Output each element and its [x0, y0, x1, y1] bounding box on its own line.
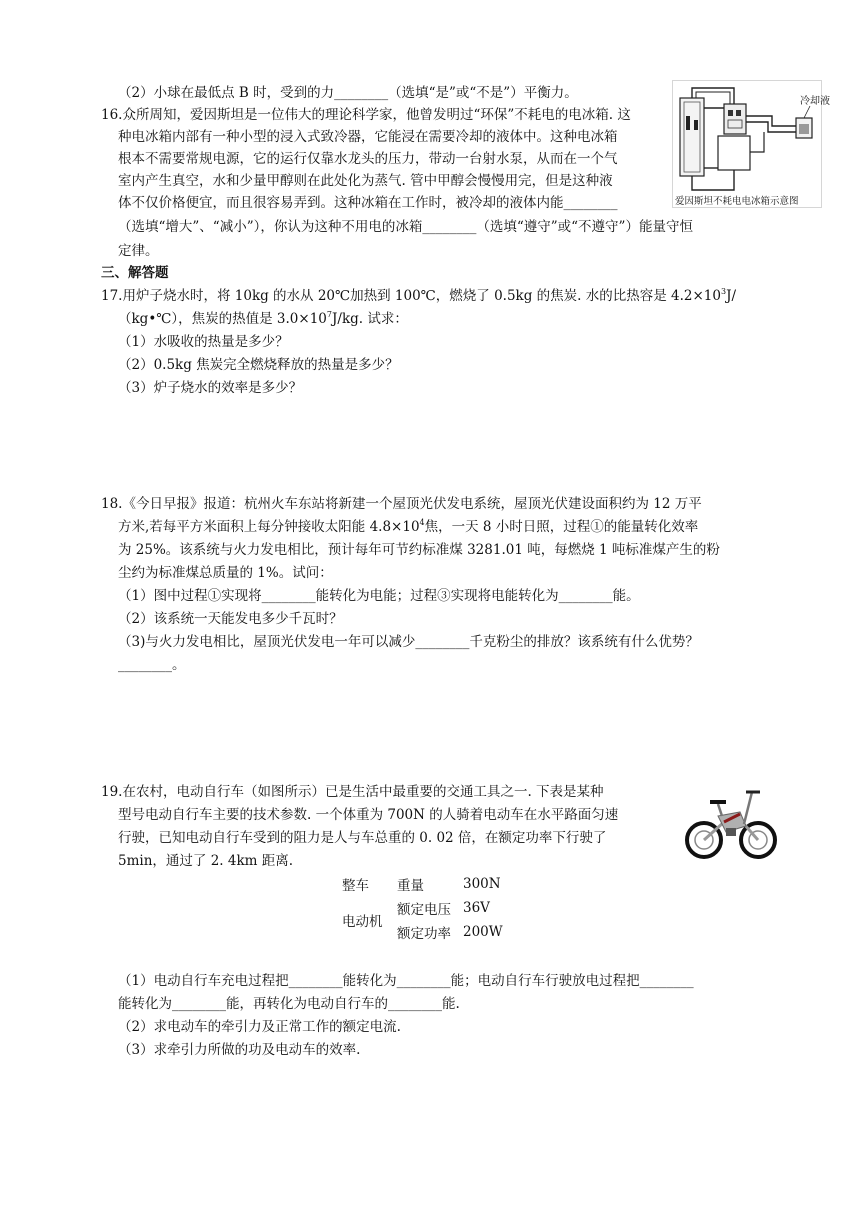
q18-line-8: ________。: [118, 657, 186, 673]
q18-line-7: （3)与火力发电相比，屋顶光伏发电一年可以减少________千克粉尘的排放？该系统有什么优势？: [118, 634, 699, 650]
table-cell: 电动机: [342, 914, 383, 930]
table-cell: 36V: [463, 900, 490, 916]
electric-bike-icon: [682, 782, 778, 862]
table-row: [342, 896, 515, 920]
q19-line-2: 型号电动自行车主要的技术参数. 一个体重为 700N 的人骑着电动车在水平路面匀速: [118, 807, 619, 823]
q18-line-1: 18.《今日早报》报道：杭州火车东站将新建一个屋顶光伏发电系统，屋顶光伏建设面积约为 12 万平: [101, 496, 702, 512]
q17-line-1: 17.用炉子烧水时，将 10kg 的水从 20℃加热到 100℃，燃烧了 0.5kg 的焦炭. 水的比热容是 $4.2\times 10^3J/$: [101, 287, 737, 304]
q18-line-6: （2）该系统一天能发电多少千瓦时？: [118, 611, 343, 627]
table-cell: 300N: [463, 876, 501, 892]
q19-line-4: 5min，通过了 2. 4km 距离.: [118, 853, 294, 869]
table-cell: 额定电压: [397, 902, 451, 918]
q18-line-4: 尘约为标准煤总质量的 1%。试问：: [118, 565, 333, 581]
q15-part2: （2）小球在最低点 B 时，受到的力________（选填“是”或“不是”）平衡力。: [118, 85, 578, 101]
q16-line-5: 体不仅价格便宜，而且很容易弄到。这种冰箱在工作时，被冷却的液体内能________: [118, 195, 618, 211]
q16-line-4: 室内产生真空，水和少量甲醇则在此处化为蒸气. 管中甲醇会慢慢用完，但是这种液: [118, 173, 613, 189]
table-row: [342, 872, 515, 896]
q19-line-7: （2）求电动车的牵引力及正常工作的额定电流.: [118, 1019, 401, 1035]
q16-line-2: 种电冰箱内部有一种小型的浸入式致冷器，它能浸在需要冷却的液体中。这种电冰箱: [118, 129, 618, 145]
electric-bike-image: [682, 782, 778, 862]
table-cell: 重量: [397, 878, 424, 894]
q18-line-3: 为 25%。该系统与火力发电相比，预计每年可节约标准煤 3281.01 吨，每燃烧 1 吨标准煤产生的粉: [118, 542, 720, 558]
q18-line-2: 方米,若每平方米面积上每分钟接收太阳能 $4.8\times 10^4$焦，一天 8 小时日照，过程①的能量转化效率: [118, 518, 699, 535]
q17-line-2: （kg•℃），焦炭的热值是 $3.0\times 10^7J/kg$. 试求：: [118, 310, 408, 327]
q19-line-6: 能转化为________能，再转化为电动自行车的________能.: [118, 996, 460, 1012]
q16-line-6: （选填“增大”、“减小”），你认为这种不用电的冰箱________（选填“遵守”或“不遵守”）能量守恒: [118, 219, 693, 235]
table-cell: 200W: [463, 924, 503, 940]
q19-line-1: 19.在农村，电动自行车（如图所示）已是生活中最重要的交通工具之一. 下表是某种: [101, 784, 604, 800]
q19-line-3: 行驶，已知电动自行车受到的阻力是人与车总重的 0. 02 倍，在额定功率下行驶了: [118, 830, 607, 846]
q19-line-8: （3）求牵引力所做的功及电动车的效率.: [118, 1042, 361, 1058]
q16-line-1: 16.众所周知，爱因斯坦是一位伟大的理论科学家，他曾发明过“环保”不耗电的电冰箱. 这: [101, 107, 631, 123]
q17-line-3: （1）水吸收的热量是多少？: [118, 334, 289, 350]
q16-line-3: 根本不需要常规电源，它的运行仅靠水龙头的压力，带动一台射水泵，从而在一个气: [118, 151, 618, 167]
q16-line-7: 定律。: [118, 243, 159, 259]
spec-table: [342, 872, 515, 944]
cooling-liquid-label: 冷却液: [800, 96, 830, 107]
table-cell: 整车: [342, 878, 369, 894]
fridge-caption: 爱因斯坦不耗电电冰箱示意图: [675, 196, 799, 207]
table-cell: 额定功率: [397, 926, 451, 942]
section-heading-answer: 三、解答题: [101, 265, 169, 281]
q17-line-4: （2）0.5kg 焦炭完全燃烧释放的热量是多少？: [118, 357, 399, 373]
q17-line-5: （3）炉子烧水的效率是多少？: [118, 380, 303, 396]
q18-line-5: （1）图中过程①实现将________能转化为电能；过程③实现将电能转化为________能。: [118, 588, 640, 604]
einstein-fridge-diagram: [672, 80, 830, 208]
q19-line-5: （1）电动自行车充电过程把________能转化为________能；电动自行车行驶放电过程把________: [118, 973, 694, 989]
